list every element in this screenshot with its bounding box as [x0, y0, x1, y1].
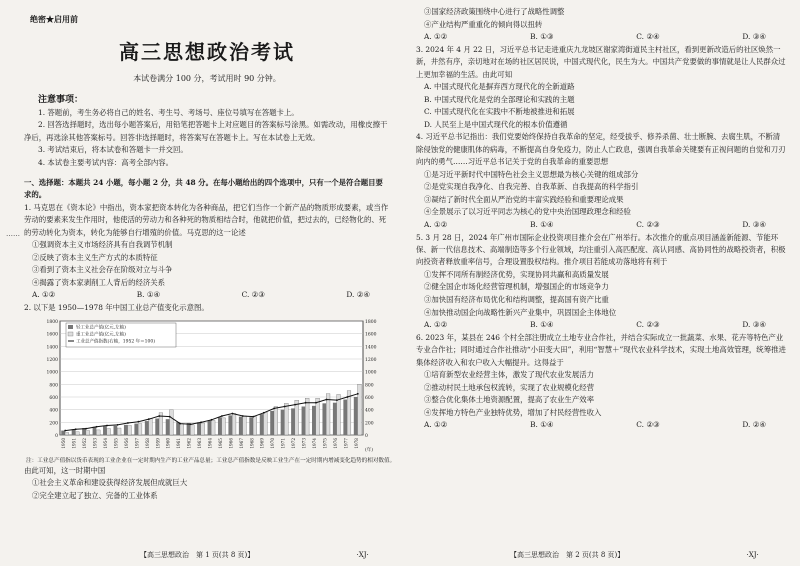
q2-stem: 2. 以下是 1950—1978 年中国工业总产值变化示意图。: [24, 303, 209, 313]
choice-a: A. ①②: [32, 290, 56, 300]
x-tick-label: 1954: [103, 437, 109, 449]
bar-heavy-industry: [274, 406, 278, 435]
q1-option: ③看到了资本主义社会存在阶级对立与斗争: [32, 265, 173, 275]
bar-heavy-industry: [149, 418, 153, 434]
note-item: 1. 答题前，考生务必将自己的姓名、考生号、考场号、座位号填写在答题卡上。: [38, 108, 299, 117]
x-tick-label: 1972: [291, 437, 297, 449]
bar-light-industry: [113, 425, 117, 434]
q2-option: ②完全建立起了独立、完备的工业体系: [32, 490, 158, 500]
y-tick-label-left: 1400: [46, 344, 58, 350]
q6-option: ②推动村民土地承包权流转，实现了农业规模化经营: [424, 382, 594, 392]
choice-c: C. ②④: [636, 32, 660, 42]
note-item: 2. 回答选择题时，选出每小题答案后，用铅笔把答题卡上对应题目的答案标号涂黑。如需改动，用橡皮擦干净后，再选涂其他答案标号。回答非选择题时，将答案写在答题卡上。写在本试卷上无效。: [24, 120, 388, 142]
bar-heavy-industry: [211, 420, 215, 435]
x-tick-label: 1951: [71, 437, 77, 449]
y-tick-label-right: 1600: [365, 332, 377, 338]
x-tick-label: 1958: [144, 437, 150, 449]
bar-heavy-industry: [201, 423, 205, 435]
bar-light-industry: [260, 414, 264, 435]
x-tick-label: 1973: [301, 437, 307, 449]
index-point: [242, 415, 244, 417]
bar-light-industry: [208, 420, 212, 435]
q1-option: ①强调资本主义市场经济具有自我调节机制: [32, 240, 173, 250]
q2-option: ④产业结构严重重化的倾向得以扭转: [424, 19, 543, 29]
q6-option: ③整合优化集体土地资源配置，提高了农业生产效率: [424, 395, 594, 405]
bar-light-industry: [270, 411, 274, 435]
bar-light-industry: [176, 422, 180, 435]
binder-mark: ……: [6, 230, 20, 238]
x-tick-label: 1964: [207, 437, 213, 449]
y-tick-label-right: 200: [365, 420, 374, 426]
index-point: [252, 415, 254, 417]
index-point: [96, 425, 98, 427]
secret-mark: 绝密★启用前: [30, 14, 78, 24]
bar-heavy-industry: [96, 430, 100, 435]
choice-d: D. ③④: [742, 219, 766, 229]
page-2: [400, 0, 800, 566]
index-point: [106, 424, 108, 426]
bar-heavy-industry: [232, 413, 236, 435]
choice-a: A. ①②: [424, 219, 448, 229]
choice-b: B. ①③: [530, 32, 554, 42]
q3-option: D. 人民至上是中国式现代化的根本价值遵循: [424, 119, 568, 129]
q6-option: ④发挥地方特色产业独特优势，增加了村民经营性收入: [424, 407, 602, 417]
x-tick-label: 1970: [270, 437, 276, 449]
x-tick-label: 1962: [186, 437, 192, 449]
note-item: 4. 本试卷主要考试内容：高考全部内容。: [38, 157, 174, 167]
y-tick-label-right: 0: [365, 433, 368, 439]
q4-option: ①是习近平新时代中国特色社会主义思想最为核心关键的组成部分: [424, 169, 639, 179]
x-tick-label: 1976: [332, 437, 338, 449]
y-tick-label-left: 1000: [46, 370, 58, 376]
index-point: [273, 407, 275, 409]
index-point: [158, 415, 160, 417]
bar-light-industry: [103, 426, 107, 435]
exam-meta: 本试卷满分 100 分，考试用时 90 分钟。: [133, 74, 281, 83]
bar-heavy-industry: [358, 384, 362, 435]
bar-light-industry: [281, 409, 285, 434]
x-tick-label: 1961: [176, 437, 182, 449]
y-tick-label-left: 800: [49, 382, 58, 388]
legend-label-index: 工业总产值指数(右轴，1952 年＝100): [76, 339, 155, 345]
index-point: [326, 398, 328, 400]
legend-swatch-heavy: [68, 332, 73, 336]
index-point: [117, 424, 119, 426]
y-tick-label-right: 600: [365, 395, 374, 401]
bar-heavy-industry: [253, 416, 257, 434]
bar-heavy-industry: [316, 398, 320, 435]
choice-d: D. ③④: [742, 320, 766, 330]
y-tick-label-right: 1000: [365, 370, 377, 376]
y-tick-label-left: 200: [49, 420, 58, 426]
q2-lead: 由此可知，这一时期中国: [24, 465, 106, 475]
index-point: [85, 427, 87, 429]
q3-option: A. 中国式现代化是摒弃西方现代化的全新道路: [424, 82, 575, 91]
index-point: [315, 401, 317, 403]
bar-light-industry: [354, 397, 358, 435]
q2-option: ③国家经济政策围绕中心进行了战略性调整: [424, 7, 565, 16]
index-point: [137, 420, 139, 422]
index-point: [221, 415, 223, 417]
x-tick-label: 1960: [165, 437, 171, 449]
x-tick-label: 1957: [134, 437, 140, 449]
q2-option: ①社会主义革命和建设获得经济发展但成就巨大: [32, 478, 188, 488]
choice-b: B. ①④: [136, 290, 161, 300]
index-point: [200, 421, 202, 423]
chart-note: 注：工业总产值指以货币表现的工业企业在一定时期内生产的工业产品总量；工业总产值指数是反映工业生产在一定时期内增减变化趋势的相对数值。: [26, 457, 396, 464]
x-tick-label: 1977: [343, 437, 349, 449]
bar-heavy-industry: [222, 418, 226, 435]
bar-heavy-industry: [138, 423, 142, 434]
choice-b: B. ①④: [530, 420, 554, 430]
x-tick-label: 1974: [311, 437, 317, 449]
choice-d: D. ②④: [346, 290, 370, 300]
index-point: [231, 412, 233, 414]
index-point: [357, 393, 359, 395]
bar-light-industry: [333, 402, 337, 434]
choice-c: C. ②③: [241, 290, 265, 300]
y-tick-label-right: 400: [365, 408, 374, 414]
y-tick-label-right: 1200: [365, 357, 377, 363]
bar-heavy-industry: [169, 409, 173, 434]
index-point: [127, 422, 129, 424]
choice-b: B. ①④: [530, 219, 554, 229]
bar-light-industry: [145, 421, 149, 435]
index-point: [346, 396, 348, 398]
choice-d: D. ③④: [742, 32, 766, 42]
q4-option: ④全景展示了以习近平同志为核心的党中央治国理政理念和经验: [424, 207, 631, 217]
q1-choices: [24, 289, 390, 302]
chart-svg: [40, 317, 385, 457]
index-point: [305, 401, 307, 403]
x-tick-label: 1950: [61, 437, 67, 449]
index-point: [148, 418, 150, 420]
bar-heavy-industry: [180, 423, 184, 434]
q1-stem: 1. 马克思在《资本论》中指出，资本家把资本转化为各种商品，把它们当作一个新产品的物质形成要素，或当作劳动的要素来发生作用时，他使活的劳动力和各种死的物质相结合时，他就把价值，把过去的，已经物化的、死的劳动转化为资本，转化为能够自行增殖的价值。马克思的这一论述: [24, 202, 389, 237]
q3-option: C. 中国式现代化在实践中不断地被推进和拓展: [424, 107, 575, 117]
bar-light-industry: [134, 423, 138, 434]
choice-c: C. ②③: [636, 219, 660, 229]
y-tick-label-right: 1400: [365, 344, 377, 350]
index-point: [64, 429, 66, 431]
bar-heavy-industry: [243, 416, 247, 435]
x-tick-label: 1975: [322, 437, 328, 449]
q5-option: ③加快国有经济布局优化和结构调整，提高国有资产比重: [424, 294, 609, 304]
q4-stem: 4. 习近平总书记指出：我们党要始终保持自我革命的坚定，经受拔乎、修养杀菌、壮士断腕、去腐生肌，不断清除侵蚀党的健康肌体的病毒，不断提高自身免疫力，防止人亡政息，强调自我革命关键要有正视问题的自觉和刀刃向内的勇气……习近平总书记关于党的自我革命的重要思想: [416, 132, 786, 167]
q4-option: ②是党实现自我净化、自我完善、自我革新、自我提高的科学指引: [424, 182, 639, 192]
x-tick-label: 1953: [92, 437, 98, 449]
x-tick-label: 1965: [217, 437, 223, 449]
index-point: [179, 422, 181, 424]
q5-choices: [416, 319, 786, 332]
y-tick-label-left: 1600: [46, 332, 58, 338]
bar-heavy-industry: [117, 428, 121, 435]
index-point: [211, 419, 213, 421]
x-tick-label: 1967: [238, 437, 244, 449]
bar-light-industry: [291, 408, 295, 435]
bar-light-industry: [249, 417, 253, 435]
q4-option: ③凝结了新时代全面从严治党的丰富实践经验和重要理论成果: [424, 194, 624, 204]
bar-light-industry: [302, 406, 306, 435]
choice-c: C. ②③: [636, 320, 660, 330]
bar-heavy-industry: [190, 424, 194, 434]
index-point: [263, 412, 265, 414]
x-tick-label: 1966: [228, 437, 234, 449]
q5-stem: 5. 3 月 28 日，2024 年广州市国际企业投资项目推介会在广州举行。本次推介的重点项目涵盖新能源、节能环保、新一代信息技术、高端制造等多个行业领域，均注重引入高匹配度、高认同感、高协同性的战略投资者，积极向投资者释放重率信号，合理设置股权结构。推介项目若能成功落地将有利于: [416, 232, 786, 267]
note-item: 3. 考试结束后，将本试卷和答题卡一并交回。: [38, 145, 188, 155]
bar-heavy-industry: [284, 403, 288, 435]
q4-choices: [416, 219, 786, 232]
bar-heavy-industry: [107, 428, 111, 434]
index-point: [75, 428, 77, 430]
bar-light-industry: [239, 416, 243, 434]
index-point: [294, 403, 296, 405]
index-point: [169, 415, 171, 417]
bar-light-industry: [197, 422, 201, 435]
q2-choices: [416, 31, 786, 44]
q1-option: ④揭露了资本家剥削工人背后的经济关系: [32, 277, 166, 287]
q1-option: ②反映了资本主义生产方式的本质特征: [32, 252, 158, 262]
choice-c: C. ②③: [636, 420, 660, 430]
legend-swatch-light: [68, 325, 73, 329]
bar-light-industry: [187, 423, 191, 435]
y-tick-label-left: 0: [55, 433, 58, 439]
y-tick-label-left: 600: [49, 395, 58, 401]
choice-b: B. ①④: [530, 320, 554, 330]
legend-label-heavy: 重工业总产值(亿元,左轴): [76, 332, 126, 338]
x-tick-label: 1955: [113, 437, 119, 449]
bar-light-industry: [322, 403, 326, 435]
bar-light-industry: [166, 419, 170, 435]
y-tick-label-left: 1200: [46, 357, 58, 363]
index-point: [336, 399, 338, 401]
bar-light-industry: [61, 430, 65, 434]
legend-label-light: 轻工业总产值(亿元,左轴): [76, 325, 126, 331]
q3-stem: 3. 2024 年 4 月 22 日，习近平总书记走进重庆九龙坡区谢家湾街道民主村社区，看到更新改造后的社区焕然一新，井然有序，亲切地对在场的社区居民说，中国式现代化，民生为大。中国共产党要做的事情就是让人民群众过上更加幸福的生活。由此可知: [416, 44, 786, 79]
y-tick-label-left: 1800: [46, 319, 58, 325]
x-tick-label: 1968: [249, 437, 255, 449]
x-tick-label: 1963: [197, 437, 203, 449]
q6-option: ①培育新型农业经营主体，激发了现代农业发展活力: [424, 369, 594, 379]
bar-light-industry: [93, 426, 97, 434]
x-tick-label: 1971: [280, 437, 286, 449]
bar-heavy-industry: [305, 398, 309, 435]
y-tick-label-right: 1800: [365, 319, 377, 325]
industry-chart: [40, 317, 385, 457]
q3-option: B. 中国式现代化是党的全部理论和实践的主题: [424, 94, 575, 104]
bar-light-industry: [124, 424, 128, 434]
x-tick-label: 1969: [259, 437, 265, 449]
choice-d: D. ②④: [742, 420, 766, 430]
x-tick-label: 1978: [353, 437, 359, 449]
bar-heavy-industry: [264, 412, 268, 435]
page-2-footer: 【高三思想政治 第 2 页(共 8 页)】 ·XJ·: [510, 551, 759, 559]
choice-a: A. ①②: [424, 32, 448, 42]
bar-light-industry: [312, 405, 316, 434]
notes-heading: 注意事项：: [38, 95, 84, 105]
index-point: [190, 423, 192, 425]
bar-heavy-industry: [128, 425, 132, 435]
q5-option: ②健全国企市场化经营管理机制，增强国企的市场竞争力: [424, 282, 609, 292]
index-point: [284, 405, 286, 407]
bar-light-industry: [218, 417, 222, 435]
choice-a: A. ①②: [424, 320, 448, 330]
x-tick-label: 1959: [155, 437, 161, 449]
x-tick-label: 1956: [123, 437, 129, 449]
x-axis-label: (年): [365, 447, 374, 453]
y-tick-label-left: 400: [49, 408, 58, 414]
bar-heavy-industry: [65, 432, 69, 435]
x-tick-label: 1952: [82, 437, 88, 449]
bar-heavy-industry: [75, 431, 79, 434]
bar-light-industry: [155, 418, 159, 434]
q6-stem: 6. 2023 年，某县在 246 个村全部注册成立土地专业合作社，并结合实际成立一批蔬菜、水果、花卉等特色产业专业合作社；同时通过合作社推动“小田变大田”，利用“智慧＋”现代农业科学技术，实现土地高效管理，统筹推进集体经济收入和农户收入大幅提升。这得益于: [416, 332, 786, 367]
bar-light-industry: [228, 415, 232, 435]
bar-heavy-industry: [86, 430, 90, 434]
page-1-footer: 【高三思想政治 第 1 页(共 8 页)】 ·XJ·: [140, 551, 369, 559]
choice-a: A. ①②: [424, 420, 448, 430]
q6-choices: [416, 419, 786, 432]
exam-title: 高三思想政治考试: [119, 40, 295, 64]
q5-option: ①发挥不同所有制经济优势，实现协同共赢和高质量发展: [424, 269, 609, 279]
y-tick-label-right: 800: [365, 382, 374, 388]
section-heading: 一、选择题：本题共 24 小题，每小题 2 分，共 48 分。在每小题给出的四个选项中，只有一个是符合题目要求的。: [24, 178, 383, 200]
bar-light-industry: [343, 399, 347, 434]
q5-option: ④加快推动国企向战略性新兴产业集中，巩固国企主体地位: [424, 307, 617, 317]
